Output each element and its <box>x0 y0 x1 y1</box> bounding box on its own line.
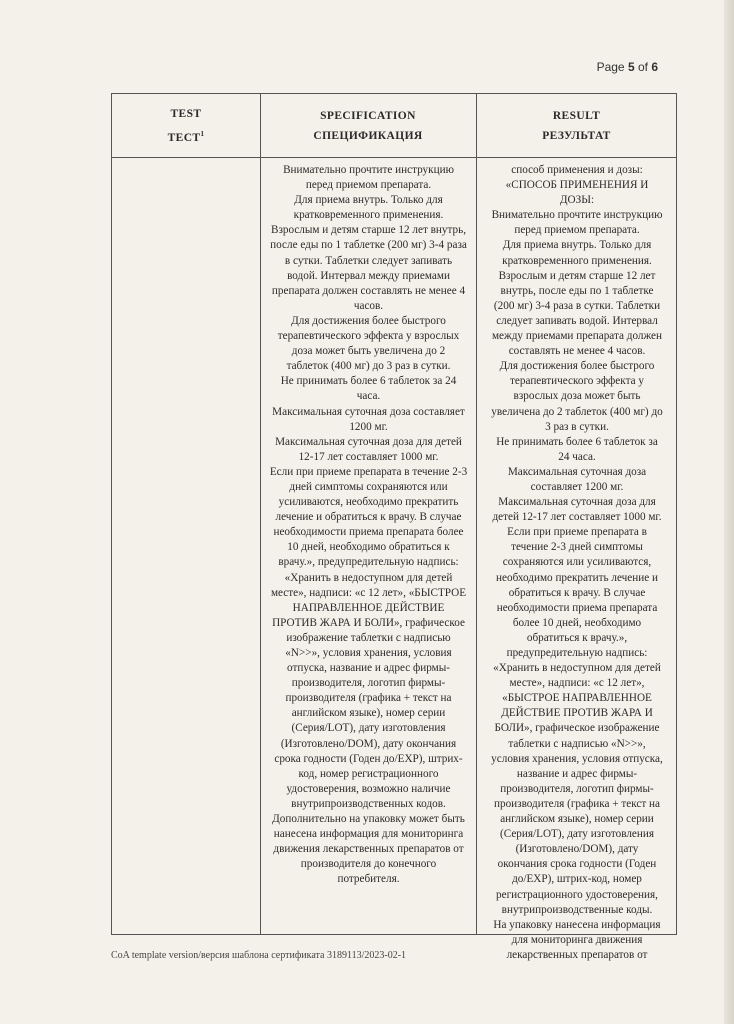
text-line: обратиться к врачу. В случае <box>508 586 646 599</box>
header-spec-en: SPECIFICATION <box>320 109 416 122</box>
text-line: английском языке), номер серии <box>291 707 446 720</box>
text-line: необходимо прекратить лечение и <box>496 571 658 584</box>
header-result-en: RESULT <box>552 109 601 122</box>
text-line: препарата должен составлять не менее 4 <box>271 284 466 297</box>
text-line: Максимальная суточная доза для <box>498 496 656 509</box>
text-line: код, номер регистрационного <box>298 767 439 780</box>
text-line: Внимательно прочтите инструкцию <box>491 209 663 222</box>
text-line: ПРОТИВ ЖАРА И БОЛИ», графическое <box>272 616 465 629</box>
text-line: внутрипроизводственных кодов. <box>291 797 446 810</box>
text-line: взрослых доза может быть <box>513 390 641 403</box>
text-line: усиливаются, необходимо прекратить <box>278 496 459 509</box>
text-line: 24 часа. <box>558 450 596 463</box>
header-test-ru <box>168 124 205 148</box>
header-result-ru: РЕЗУЛЬТАТ <box>542 129 611 142</box>
header-test-ru-text: ТЕСТ <box>167 131 201 144</box>
text-line: месте», надписи: «с 12 лет», <box>509 677 645 690</box>
text-line: английском языке), номер серии <box>500 813 654 826</box>
text-line: «БЫСТРОЕ НАПРАВЛЕННОЕ <box>502 692 652 705</box>
page-number-current: 5 <box>627 60 635 74</box>
text-line: 10 дней, необходимо обратиться к <box>287 541 450 554</box>
text-line: срока годности (Годен до/EXP), штрих- <box>274 752 463 765</box>
text-line: производителя, логотип фирмы- <box>500 782 654 795</box>
text-line: ДЕЙСТВИЕ ПРОТИВ ЖАРА И <box>501 707 653 720</box>
text-line: (Изготовлено/DOM), дату окончания <box>280 737 457 750</box>
text-line: таблеток (400 мг) до 3 раз в сутки. <box>286 360 451 373</box>
header-divider <box>112 157 676 158</box>
text-line: предупредительную надпись: <box>506 647 648 659</box>
page-number-of: of <box>634 60 652 74</box>
text-line: врачу.», предупредительную надпись: <box>278 556 459 569</box>
text-line: дней симптомы сохраняются или <box>289 480 448 493</box>
text-line: после еды по 1 таблетке (200 мг) 3-4 раза <box>270 239 467 252</box>
text-line: производителя до конечного <box>300 858 437 871</box>
text-line: часа. <box>356 390 381 403</box>
text-line: увеличена до 2 таблеток (400 мг) до <box>491 405 663 418</box>
text-line: «СПОСОБ ПРИМЕНЕНИЯ И <box>505 179 649 192</box>
text-line: часов. <box>353 299 384 312</box>
text-line: кратковременного применения. <box>293 209 444 222</box>
text-line: месте», надписи: «с 12 лет», «БЫСТРОЕ <box>270 586 467 599</box>
text-line: БОЛИ», графическое изображение <box>494 722 660 735</box>
text-line: условия хранения, условия отпуска, <box>491 752 663 765</box>
text-line: «N>>», условия хранения, условия <box>285 647 452 659</box>
text-line: лечение и обратиться к врачу. В случае <box>275 511 462 524</box>
text-line: окончания срока годности (Годен <box>497 858 657 871</box>
text-line: (Серия/LOT), дату изготовления <box>500 828 654 841</box>
specification-cell <box>261 163 476 888</box>
text-line: до/EXP), штрих-код, номер <box>512 873 642 886</box>
page-edge <box>724 0 734 1024</box>
text-line: (Серия/LOT), дату изготовления <box>291 722 446 735</box>
text-line: потребителя. <box>337 873 400 886</box>
text-line: перед приемом препарата. <box>305 179 432 192</box>
text-line: Максимальная суточная доза <box>507 465 647 478</box>
header-spec-ru: СПЕЦИФИКАЦИЯ <box>313 129 423 142</box>
text-line: Максимальная суточная доза для детей <box>275 435 462 448</box>
text-line: Для приема внутрь. Только для <box>502 239 652 252</box>
text-line: в сутки. Таблетки следует запивать <box>284 254 453 267</box>
text-line: доза может быть увеличена до 2 <box>291 345 446 358</box>
text-line: детей 12-17 лет составляет 1000 мг. <box>492 511 662 524</box>
text-line: водой. Интервал между приемами <box>287 269 450 282</box>
header-test <box>112 94 260 157</box>
text-line: сохраняются или усиливаются, <box>502 556 652 569</box>
text-line: лекарственных препаратов от <box>506 948 648 961</box>
text-line: следует запивать водой. Интервал <box>496 314 658 327</box>
text-line: 12-17 лет составляет 1000 мг. <box>298 450 439 463</box>
text-line: составлять не менее 4 часов. <box>508 345 646 358</box>
text-line: отпуска, название и адрес фирмы- <box>287 662 450 675</box>
text-line: внутрипроизводственные коды. <box>501 903 653 916</box>
page-number-prefix: Page <box>596 60 628 74</box>
text-line: Взрослым и детям старше 12 лет внутрь, <box>270 224 467 237</box>
footer-template-version: CoA template version/версия шаблона сертификата 3189113/2023-02-1 <box>111 950 407 961</box>
text-line: название и адрес фирмы- <box>516 767 638 780</box>
text-line: регистрационного удостоверения, <box>496 888 658 901</box>
text-line: между приемами препарата должен <box>491 330 663 343</box>
header-test-footnote: 1 <box>200 129 205 138</box>
text-line: Не принимать более 6 таблеток за <box>496 435 658 448</box>
text-line: обратиться к врачу.», <box>526 631 628 644</box>
text-line: составляет 1200 мг. <box>530 480 624 493</box>
text-line: Если при приеме препарата в <box>507 526 647 539</box>
text-line: движения лекарственных препаратов от <box>273 843 464 856</box>
text-line: способ применения и дозы: <box>511 164 643 176</box>
text-line: необходимости приема препарата <box>496 601 658 614</box>
text-line: нанесена информация для мониторинга <box>273 828 464 841</box>
text-line: кратковременного применения. <box>502 254 652 267</box>
text-line: Для достижения более быстрого <box>291 314 446 327</box>
header-test-en: TEST <box>170 107 202 120</box>
text-line: «Хранить в недоступном для детей <box>493 662 661 675</box>
page-number <box>597 60 658 74</box>
text-line: (Изготовлено/DOM), дату <box>515 843 639 856</box>
text-line: необходимости приема препарата более <box>273 526 464 539</box>
text-line: для мониторинга движения <box>511 933 643 946</box>
text-line: Максимальная суточная доза составляет <box>272 405 465 418</box>
result-cell <box>477 163 677 963</box>
text-line: таблетки с надписью «N>>», <box>508 737 646 750</box>
text-line: 3 раз в сутки. <box>545 420 609 433</box>
text-line: «Хранить в недоступном для детей <box>284 571 453 584</box>
text-line: производителя, логотип фирмы- <box>291 677 446 690</box>
text-line: 1200 мг. <box>349 420 388 433</box>
text-line: производителя (графика + текст на <box>285 692 452 705</box>
text-line: терапевтического эффекта у <box>510 375 644 388</box>
text-line: производителя (графика + текст на <box>494 797 660 810</box>
text-line: На упаковку нанесена информация <box>493 918 661 931</box>
text-line: Дополнительно на упаковку может быть <box>272 813 465 826</box>
text-line: Для приема внутрь. Только для <box>294 194 443 207</box>
text-line: Если при приеме препарата в течение 2-3 <box>269 465 468 478</box>
text-line: более 10 дней, необходимо <box>512 616 642 629</box>
text-line: терапевтического эффекта у взрослых <box>277 330 460 343</box>
text-line: перед приемом препарата. <box>514 224 640 237</box>
text-line: внутрь, после еды по 1 таблетке <box>500 284 654 297</box>
text-line: течение 2-3 дней симптомы <box>511 541 643 554</box>
text-line: НАПРАВЛЕННОЕ ДЕЙСТВИЕ <box>292 601 445 614</box>
text-line: изображение таблетки с надписью <box>286 631 451 644</box>
text-line: ДОЗЫ: <box>559 194 595 207</box>
text-line: удостоверения, возможно наличие <box>286 782 451 795</box>
text-line: Для достижения более быстрого <box>499 360 655 373</box>
text-line: Взрослым и детям старше 12 лет <box>498 269 656 282</box>
text-line: Внимательно прочтите инструкцию <box>283 164 454 176</box>
page-number-total: 6 <box>651 60 658 74</box>
header-result <box>476 94 677 157</box>
text-line: (200 мг) 3-4 раза в сутки. Таблетки <box>493 299 661 312</box>
text-line: Не принимать более 6 таблеток за 24 <box>280 375 457 388</box>
header-specification <box>260 94 476 157</box>
